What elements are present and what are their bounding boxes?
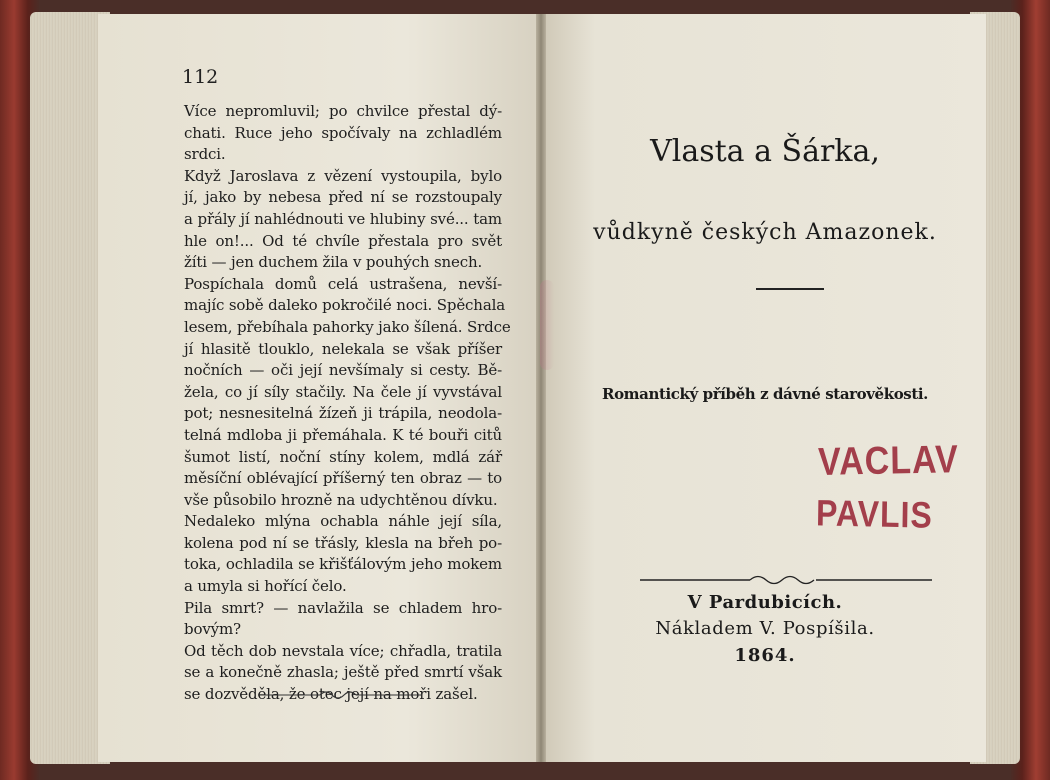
- text-line: žela, co jí síly stačily. Na čele jí vyvstával: [184, 382, 502, 401]
- book-gutter: [536, 14, 546, 762]
- publication-year: 1864.: [734, 645, 796, 666]
- owner-stamp-line-1: VACLAV: [817, 437, 960, 485]
- text-line: bovým?: [184, 620, 241, 639]
- text-line: Pospíchala domů celá ustrašena, nevší-: [184, 274, 502, 293]
- text-line: majíc sobě daleko pokročilé noci. Spěchala: [184, 296, 506, 315]
- paper-stain: [540, 280, 554, 370]
- text-line: lesem, přebíhala pahorky jako šílená. Srdce: [184, 317, 511, 336]
- end-ornament: [258, 688, 422, 702]
- text-line: vše působilo hrozně na udychtěnou dívku.: [184, 490, 498, 509]
- text-line: měsíční oblévající příšerný ten obraz — to: [184, 469, 502, 488]
- text-line: žíti — jen duchem žila v pouhých snech.: [184, 253, 483, 272]
- page-number: 112: [182, 66, 219, 88]
- imprint-divider: [640, 572, 932, 588]
- book-title: Vlasta a Šárka,: [650, 134, 880, 169]
- text-line: kolena pod ní se třásly, klesla na břeh po-: [184, 533, 502, 552]
- text-line: Pila smrt? — navlažila se chladem hro-: [184, 598, 502, 617]
- book-subtitle: vůdkyně českých Amazonek.: [593, 220, 937, 245]
- text-line: a umyla si hořící čelo.: [184, 577, 347, 596]
- text-line: Nedaleko mlýna ochabla náhle její síla,: [184, 512, 502, 531]
- text-line: srdci.: [184, 145, 226, 164]
- text-line: Více nepromluvil; po chvilce přestal dý-: [184, 102, 502, 120]
- text-line: hle on!... Od té chvíle přestala pro svět: [184, 231, 502, 250]
- text-line: se dozvěděla, že otec její na moři zašel.: [184, 685, 478, 704]
- text-line: Když Jaroslava z vězení vystoupila, bylo: [184, 166, 502, 185]
- text-line: chati. Ruce jeho spočívaly na zchladlém: [184, 123, 502, 142]
- publisher: Nákladem V. Pospíšila.: [655, 618, 875, 639]
- body-text: [184, 101, 511, 706]
- text-line: Od těch dob nevstala více; chřadla, tratila: [184, 641, 502, 660]
- publication-place: V Pardubicích.: [687, 592, 843, 613]
- text-line: šumot listí, noční stíny kolem, mdlá zář: [184, 447, 502, 466]
- text-line: a přály jí nahlédnouti ve hlubiny své... tam: [184, 209, 502, 228]
- text-line: pot; nesnesitelná žízeň ji trápila, neodola-: [184, 404, 502, 423]
- text-line: se a konečně zhasla; ještě před smrtí však: [184, 663, 502, 682]
- text-line: telná mdloba ji přemáhala. K té bouři citů: [184, 425, 502, 444]
- owner-stamp-line-2: PAVLIS: [815, 492, 934, 536]
- text-line: jí, jako by nebesa před ní se rozstoupaly: [184, 188, 502, 207]
- text-line: toka, ochladila se křišťálovým jeho mokem: [184, 555, 502, 574]
- text-line: nočních — oči její nevšímaly si cesty. Bě-: [184, 361, 502, 380]
- genre-line: Romantický příběh z dávné starověkosti.: [602, 385, 928, 403]
- title-rule: [756, 288, 824, 290]
- text-line: jí hlasitě tlouklo, nelekala se však příšer: [184, 339, 502, 358]
